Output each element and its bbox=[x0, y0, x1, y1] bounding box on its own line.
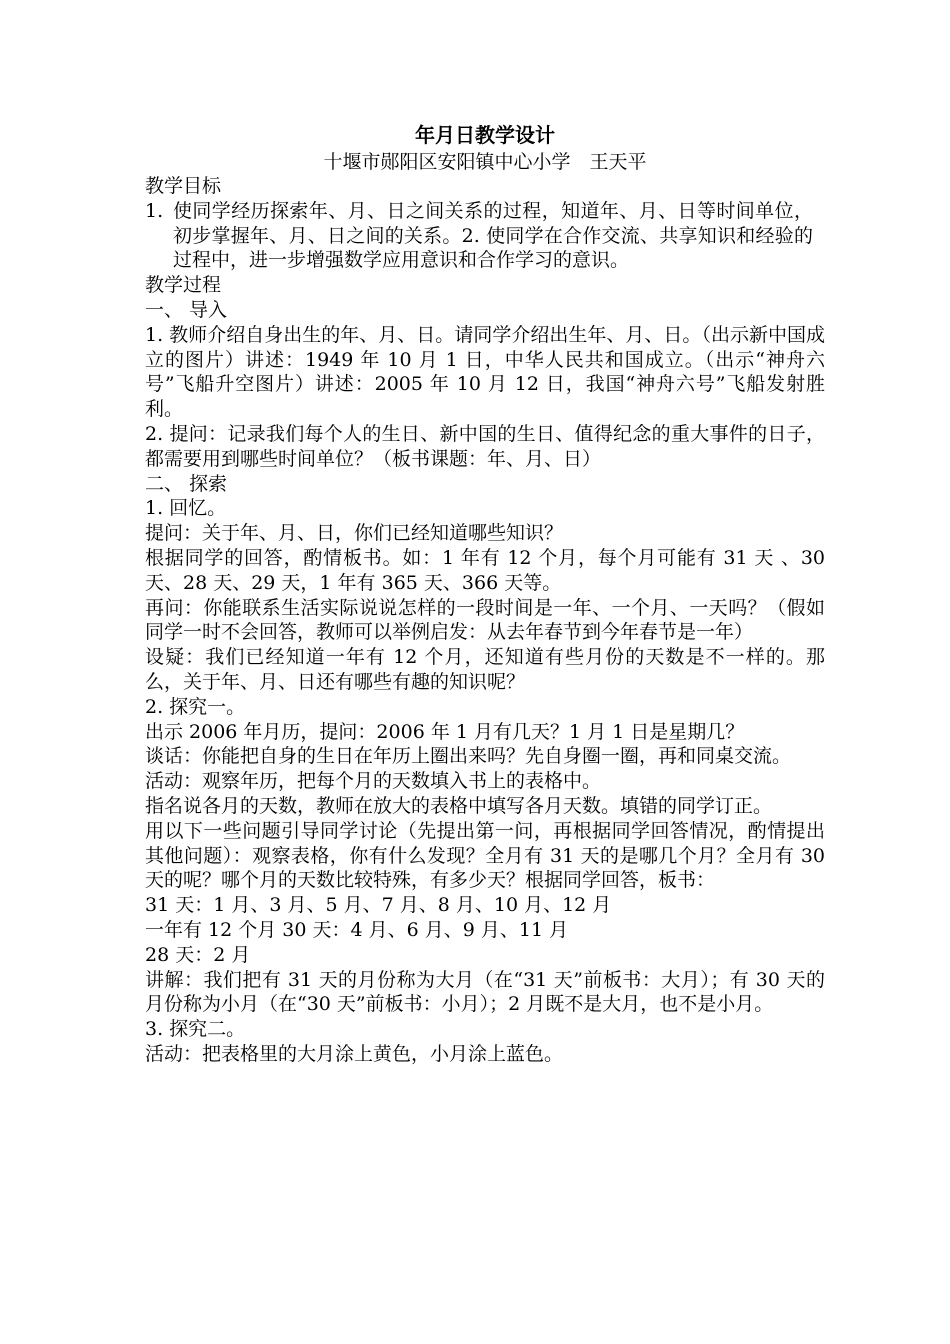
paragraph: 指名说各月的天数，教师在放大的表格中填写各月天数。填错的同学订正。 bbox=[145, 794, 773, 817]
author-byline: 十堰市郧阳区安阳镇中心小学 王天平 bbox=[323, 151, 647, 173]
paragraph: 活动：观察年历，把每个月的天数填入书上的表格中。 bbox=[145, 770, 602, 793]
board-line: 31 天：1 月、3 月、5 月、7 月、8 月、10 月、12 月 bbox=[145, 894, 612, 917]
list-item bbox=[145, 199, 825, 273]
goal-text: 使同学经历探索年、月、日之间关系的过程，知道年、月、日等时间单位，初步掌握年、月、日之间的关系。2. 使同学在合作交流、共享知识和经验的过程中，进一步增强数学应用意识和合作学习的意识。 bbox=[173, 199, 813, 272]
part-heading-intro: 一、 导入 bbox=[145, 298, 228, 321]
paragraph: 讲解：我们把有 31 天的月份称为大月（在“31 天”前板书：大月）；有 30 天的月份称为小月（在“30 天”前板书：小月）；2 月既不是大月，也不是小月。 bbox=[145, 968, 825, 1016]
goal-list bbox=[145, 199, 825, 273]
document-page bbox=[145, 120, 825, 1067]
paragraph: 再问：你能联系生活实际说说怎样的一段时间是一年、一个月、一天吗？（假如同学一时不会回答，教师可以举例启发：从去年春节到今年春节是一年） bbox=[145, 596, 825, 644]
paragraph: 2. 提问：记录我们每个人的生日、新中国的生日、值得纪念的重大事件的日子，都需要用到哪些时间单位？（板书课题：年、月、日） bbox=[145, 422, 825, 470]
document-title: 年月日教学设计 bbox=[415, 123, 555, 147]
part-heading-explore: 二、 探索 bbox=[145, 472, 228, 495]
paragraph: 设疑：我们已经知道一年有 12 个月，还知道有些月份的天数是不一样的。那么，关于年、月、日还有哪些有趣的知识呢？ bbox=[145, 646, 825, 693]
paragraph: 提问：关于年、月、日，你们已经知道哪些知识？ bbox=[145, 522, 564, 545]
goal-number: 1. bbox=[145, 199, 164, 222]
step-heading: 1. 回忆。 bbox=[145, 497, 227, 520]
paragraph: 出示 2006 年月历，提问：2006 年 1 月有几天？1 月 1 日是星期几？ bbox=[145, 720, 745, 743]
paragraph: 1. 教师介绍自身出生的年、月、日。请同学介绍出生年、月、日。（出示新中国成立的图片）讲述：1949 年 10 月 1 日，中华人民共和国成立。（出示“神舟六号”飞船升空图片）讲述：2005 年 10 月 12 日，我国“神舟六号”飞船发射胜利。 bbox=[145, 323, 825, 421]
board-line: 一年有 12 个月 30 天：4 月、6 月、9 月、11 月 bbox=[145, 918, 569, 941]
paragraph: 谈话：你能把自身的生日在年历上圈出来吗？先自身圈一圈，再和同桌交流。 bbox=[145, 745, 792, 768]
board-line: 28 天：2 月 bbox=[145, 943, 251, 966]
section-heading-goals: 教学目标 bbox=[145, 175, 222, 197]
step-heading: 3. 探究二。 bbox=[145, 1018, 246, 1041]
section-heading-process: 教学过程 bbox=[145, 274, 222, 297]
paragraph: 活动：把表格里的大月涂上黄色，小月涂上蓝色。 bbox=[145, 1042, 564, 1065]
paragraph: 用以下一些问题引导同学讨论（先提出第一问，再根据同学回答情况，酌情提出其他问题）：观察表格，你有什么发现？全月有 31 天的是哪几个月？全月有 30 天的呢？哪个月的天数比较特殊，有多少天？根据同学回答，板书： bbox=[145, 819, 825, 892]
step-heading: 2. 探究一。 bbox=[145, 695, 246, 718]
paragraph: 根据同学的回答，酌情板书。如：1 年有 12 个月，每个月可能有 31 天 、30 天、28 天、29 天，1 年有 365 天、366 天等。 bbox=[145, 546, 825, 594]
